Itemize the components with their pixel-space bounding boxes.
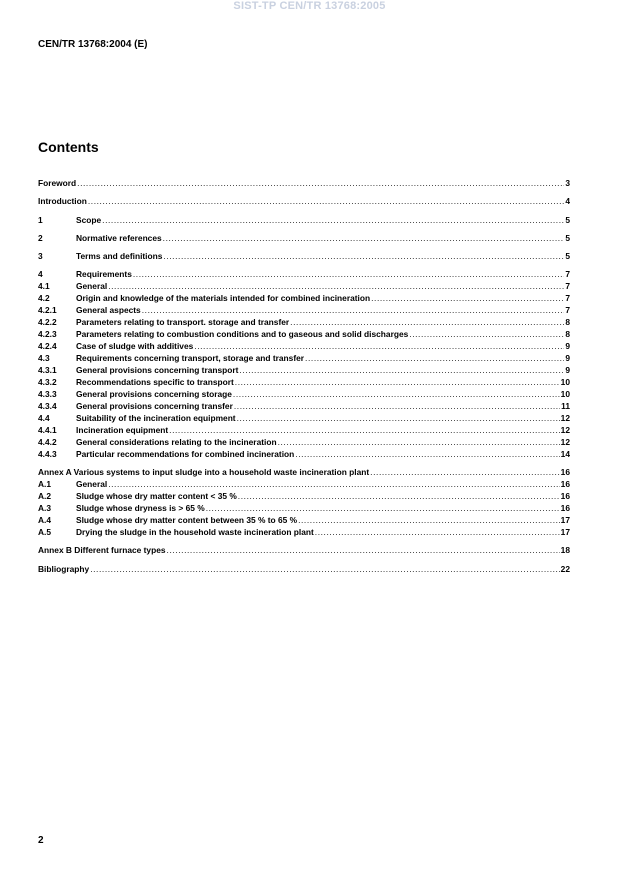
toc-number: 4.3.4 bbox=[38, 401, 57, 411]
toc-number: 4.2.2 bbox=[38, 317, 57, 327]
toc-title: Scope bbox=[76, 215, 102, 225]
toc-page: 9 bbox=[565, 365, 570, 375]
toc-title: Requirements concerning transport, storage and transfer bbox=[76, 353, 305, 363]
toc-entry-introduction[interactable] bbox=[38, 196, 570, 207]
toc-number: 1 bbox=[38, 215, 43, 225]
toc-page: 9 bbox=[565, 341, 570, 351]
toc-entry-requirements[interactable] bbox=[38, 269, 570, 280]
toc-leader bbox=[108, 281, 564, 292]
toc-page: 16 bbox=[560, 479, 570, 489]
toc-title: Parameters relating to combustion conditions and to gaseous and solid discharges bbox=[76, 329, 409, 339]
document-id: CEN/TR 13768:2004 (E) bbox=[38, 39, 148, 50]
toc-leader bbox=[77, 178, 564, 189]
toc-entry-4-3-4[interactable] bbox=[38, 401, 570, 412]
toc-title: Annex B Different furnace types bbox=[38, 545, 166, 555]
toc-title: General provisions concerning transport bbox=[76, 365, 239, 375]
toc-number: 4.2.3 bbox=[38, 329, 57, 339]
toc-page: 7 bbox=[565, 305, 570, 315]
toc-entry-4-2-1[interactable] bbox=[38, 305, 570, 316]
toc-page: 4 bbox=[565, 196, 570, 206]
toc-page: 16 bbox=[560, 467, 570, 477]
toc-page: 5 bbox=[565, 215, 570, 225]
toc-entry-annex-a[interactable] bbox=[38, 467, 570, 478]
toc-leader bbox=[370, 467, 560, 478]
toc-leader bbox=[206, 503, 560, 514]
toc-leader bbox=[142, 305, 565, 316]
toc-title: Particular recommendations for combined incineration bbox=[76, 449, 295, 459]
toc-number: 4.4.2 bbox=[38, 437, 57, 447]
toc-title: Recommendations specific to transport bbox=[76, 377, 234, 387]
toc-title: Drying the sludge in the household waste incineration plant bbox=[76, 527, 314, 537]
toc-title: Sludge whose dryness is > 65 % bbox=[76, 503, 205, 513]
toc-entry-a-1[interactable] bbox=[38, 479, 570, 490]
toc-page: 12 bbox=[560, 425, 570, 435]
toc-title: Foreword bbox=[38, 178, 77, 188]
toc-title: Bibliography bbox=[38, 564, 90, 574]
toc-leader bbox=[90, 564, 559, 575]
toc-title: Origin and knowledge of the materials intended for combined incineration bbox=[76, 293, 371, 303]
toc-entry-4-3[interactable] bbox=[38, 353, 570, 364]
toc-page: 12 bbox=[560, 437, 570, 447]
toc-entry-a-4[interactable] bbox=[38, 515, 570, 526]
toc-title: General considerations relating to the incineration bbox=[76, 437, 277, 447]
toc-title: Suitability of the incineration equipment bbox=[76, 413, 236, 423]
toc-page: 8 bbox=[565, 329, 570, 339]
toc-entry-normative-references[interactable] bbox=[38, 233, 570, 244]
toc-entry-terms-definitions[interactable] bbox=[38, 251, 570, 262]
toc-entry-foreword[interactable] bbox=[38, 178, 570, 189]
toc-entry-a-5[interactable] bbox=[38, 527, 570, 538]
toc-title: Incineration equipment bbox=[76, 425, 169, 435]
toc-leader bbox=[238, 491, 560, 502]
toc-page: 5 bbox=[565, 251, 570, 261]
toc-page: 7 bbox=[565, 281, 570, 291]
toc-leader bbox=[290, 317, 564, 328]
toc-entry-bibliography[interactable] bbox=[38, 564, 570, 575]
toc-title: Annex A Various systems to input sludge into a household waste incineration plant bbox=[38, 467, 370, 477]
toc-entry-4-2-2[interactable] bbox=[38, 317, 570, 328]
toc-number: A.3 bbox=[38, 503, 52, 513]
toc-leader bbox=[233, 389, 560, 400]
toc-leader bbox=[409, 329, 564, 340]
toc-entry-4-2-4[interactable] bbox=[38, 341, 570, 352]
toc-leader bbox=[295, 449, 559, 460]
toc-number: 3 bbox=[38, 251, 43, 261]
toc-title: Normative references bbox=[76, 233, 162, 243]
toc-leader bbox=[133, 269, 564, 280]
toc-title: Terms and definitions bbox=[76, 251, 163, 261]
toc-page: 12 bbox=[560, 413, 570, 423]
toc-page: 10 bbox=[560, 389, 570, 399]
toc-number: A.2 bbox=[38, 491, 52, 501]
toc-title: General provisions concerning transfer bbox=[76, 401, 233, 411]
toc-entry-4-1[interactable] bbox=[38, 281, 570, 292]
toc-leader bbox=[194, 341, 564, 352]
toc-title: Parameters relating to transport. storage and transfer bbox=[76, 317, 290, 327]
toc-entry-4-4-3[interactable] bbox=[38, 449, 570, 460]
toc-title: Requirements bbox=[76, 269, 132, 279]
watermark: SIST-TP CEN/TR 13768:2005 bbox=[233, 0, 386, 12]
toc-leader bbox=[371, 293, 564, 304]
toc-page: 3 bbox=[565, 178, 570, 188]
toc-leader bbox=[163, 233, 565, 244]
toc-entry-a-2[interactable] bbox=[38, 491, 570, 502]
toc-leader bbox=[88, 196, 564, 207]
toc-leader bbox=[315, 527, 560, 538]
toc-page: 14 bbox=[560, 449, 570, 459]
toc-number: 4 bbox=[38, 269, 43, 279]
toc-number: 4.4.1 bbox=[38, 425, 57, 435]
toc-leader bbox=[169, 425, 560, 436]
toc-number: 4.3.1 bbox=[38, 365, 57, 375]
toc-leader bbox=[278, 437, 560, 448]
toc-entry-4-2[interactable] bbox=[38, 293, 570, 304]
page-number: 2 bbox=[38, 835, 44, 846]
toc-page: 5 bbox=[565, 233, 570, 243]
toc-number: 4.2.4 bbox=[38, 341, 57, 351]
toc-number: 4.1 bbox=[38, 281, 50, 291]
toc-title: Sludge whose dry matter content between 35 % to 65 % bbox=[76, 515, 298, 525]
toc-title: General aspects bbox=[76, 305, 141, 315]
toc-leader bbox=[108, 479, 559, 490]
toc-title: General bbox=[76, 479, 108, 489]
toc-number: 4.4 bbox=[38, 413, 50, 423]
toc-page: 11 bbox=[561, 401, 570, 411]
toc-leader bbox=[305, 353, 564, 364]
toc-leader bbox=[237, 413, 560, 424]
contents-heading: Contents bbox=[38, 139, 99, 155]
toc-title: General provisions concerning storage bbox=[76, 389, 232, 399]
toc-title: Introduction bbox=[38, 196, 87, 206]
toc-page: 10 bbox=[560, 377, 570, 387]
toc-page: 17 bbox=[560, 515, 570, 525]
toc-page: 8 bbox=[565, 317, 570, 327]
toc-leader bbox=[102, 215, 564, 226]
toc-page: 17 bbox=[560, 527, 570, 537]
toc-number: 2 bbox=[38, 233, 43, 243]
toc-entry-annex-b[interactable] bbox=[38, 545, 570, 556]
toc-number: A.1 bbox=[38, 479, 52, 489]
toc-leader bbox=[234, 401, 560, 412]
toc-leader bbox=[167, 545, 560, 556]
toc-entry-4-3-1[interactable] bbox=[38, 365, 570, 376]
toc-number: 4.4.3 bbox=[38, 449, 57, 459]
toc-page: 7 bbox=[565, 269, 570, 279]
toc-page: 7 bbox=[565, 293, 570, 303]
toc-number: A.5 bbox=[38, 527, 52, 537]
toc-page: 9 bbox=[565, 353, 570, 363]
toc-entry-4-3-2[interactable] bbox=[38, 377, 570, 388]
toc-entry-4-4-2[interactable] bbox=[38, 437, 570, 448]
toc-number: 4.3 bbox=[38, 353, 50, 363]
toc-entry-4-4[interactable] bbox=[38, 413, 570, 424]
toc-entry-4-3-3[interactable] bbox=[38, 389, 570, 400]
toc-entry-4-2-3[interactable] bbox=[38, 329, 570, 340]
toc-number: 4.3.3 bbox=[38, 389, 57, 399]
toc-number: A.4 bbox=[38, 515, 52, 525]
toc-number: 4.3.2 bbox=[38, 377, 57, 387]
toc-entry-scope[interactable] bbox=[38, 215, 570, 226]
toc-number: 4.2 bbox=[38, 293, 50, 303]
toc-leader bbox=[235, 377, 560, 388]
toc-number: 4.2.1 bbox=[38, 305, 57, 315]
toc-entry-4-4-1[interactable] bbox=[38, 425, 570, 436]
toc-leader bbox=[163, 251, 564, 262]
toc-entry-a-3[interactable] bbox=[38, 503, 570, 514]
toc-page: 22 bbox=[560, 564, 570, 574]
toc-leader bbox=[298, 515, 560, 526]
toc-page: 16 bbox=[560, 503, 570, 513]
toc-title: Sludge whose dry matter content < 35 % bbox=[76, 491, 237, 501]
toc-leader bbox=[239, 365, 564, 376]
toc-title: Case of sludge with additives bbox=[76, 341, 194, 351]
toc-page: 18 bbox=[560, 545, 570, 555]
toc-title: General bbox=[76, 281, 108, 291]
toc-page: 16 bbox=[560, 491, 570, 501]
